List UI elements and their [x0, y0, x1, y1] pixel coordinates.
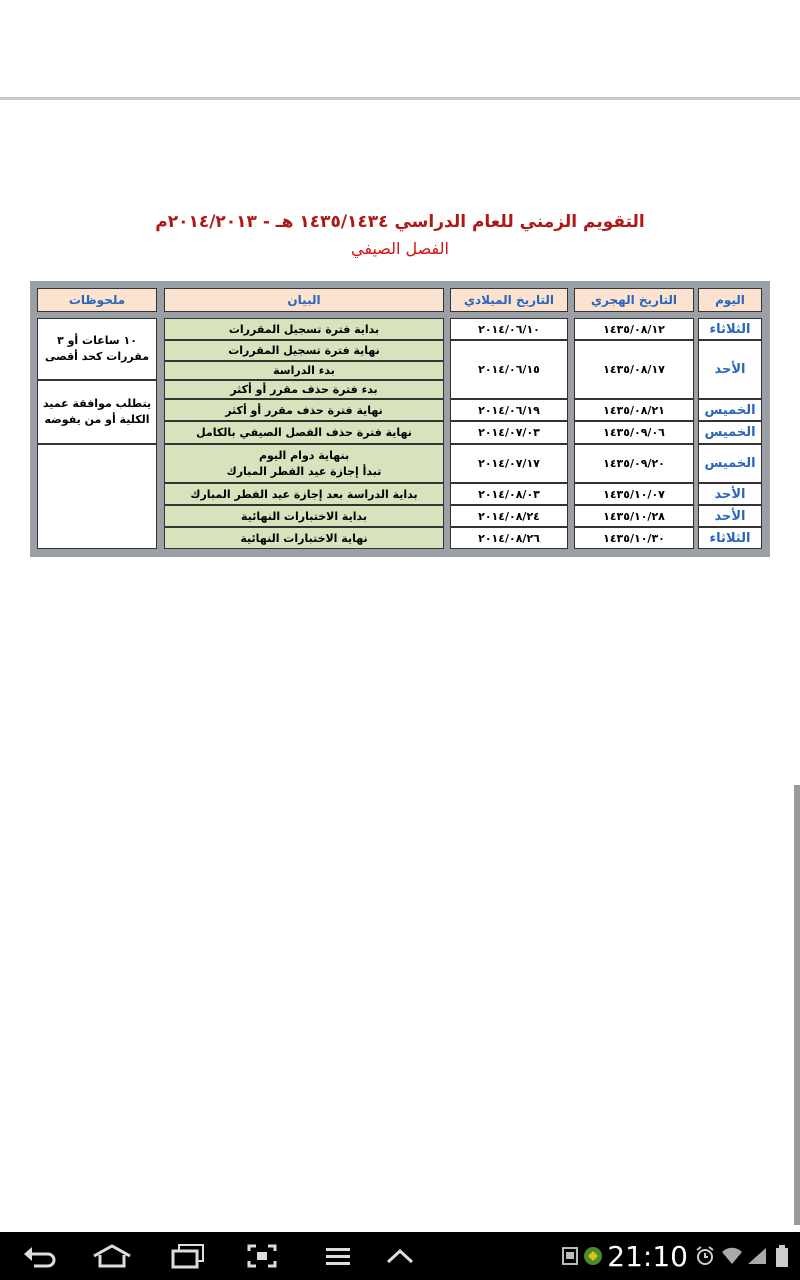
note-1-line-1: ١٠ ساعات أو ٣ — [57, 334, 137, 347]
row-5-statement-line-1: بنهاية دوام اليوم — [258, 448, 350, 462]
row-1-statement: بداية فترة تسجيل المقررات — [164, 318, 444, 340]
vertical-scrollbar[interactable] — [794, 785, 800, 1225]
status-time: 21:10 — [607, 1240, 688, 1273]
screenshot-icon[interactable] — [242, 1232, 282, 1280]
row-6-statement: بداية الدراسة بعد إجازة عيد الفطر المبارك — [164, 483, 444, 505]
row-7-statement: بداية الاختبارات النهائية — [164, 505, 444, 527]
row-7-gregorian: ٢٠١٤/٠٨/٢٤ — [450, 505, 568, 527]
home-icon[interactable] — [88, 1232, 136, 1280]
note-2-line-2: الكلية أو من يفوضه — [44, 413, 150, 426]
row-8-statement: نهاية الاختبارات النهائية — [164, 527, 444, 549]
header-hijri: التاريخ الهجري — [574, 288, 694, 312]
alarm-icon — [694, 1232, 716, 1280]
row-6-day: الأحد — [698, 483, 762, 505]
row-4-gregorian: ٢٠١٤/٠٧/٠٣ — [450, 421, 568, 444]
row-2-gregorian: ٢٠١٤/٠٦/١٥ — [450, 340, 568, 399]
row-2-statement-line-2: بدء الدراسة — [164, 361, 444, 380]
note-1 — [37, 318, 157, 380]
row-8-day: الثلاثاء — [698, 527, 762, 549]
row-5-gregorian: ٢٠١٤/٠٧/١٧ — [450, 444, 568, 483]
row-1-hijri: ١٤٣٥/٠٨/١٢ — [574, 318, 694, 340]
row-3-hijri: ١٤٣٥/٠٨/٢١ — [574, 399, 694, 421]
row-5-day: الخميس — [698, 444, 762, 483]
recent-apps-icon[interactable] — [166, 1232, 210, 1280]
row-2-day: الأحد — [698, 340, 762, 399]
menu-icon[interactable] — [320, 1232, 356, 1280]
row-6-gregorian: ٢٠١٤/٠٨/٠٣ — [450, 483, 568, 505]
signal-icon — [746, 1232, 768, 1280]
row-4-statement: نهاية فترة حذف الفصل الصيفي بالكامل — [164, 421, 444, 444]
row-8-hijri: ١٤٣٥/١٠/٣٠ — [574, 527, 694, 549]
page-title: التقويم الزمني للعام الدراسي ١٤٣٥/١٤٣٤ هـ - ٢٠١٤/٢٠١٣م — [155, 212, 645, 232]
row-5-statement-line-2: تبدأ إجازة عيد الفطر المبارك — [226, 464, 382, 478]
row-7-day: الأحد — [698, 505, 762, 527]
app-icon — [582, 1232, 604, 1280]
note-2 — [37, 380, 157, 444]
row-3-day: الخميس — [698, 399, 762, 421]
row-3-statement: نهاية فترة حذف مقرر أو أكثر — [164, 399, 444, 421]
row-1-gregorian: ٢٠١٤/٠٦/١٠ — [450, 318, 568, 340]
header-gregorian: التاريخ الميلادي — [450, 288, 568, 312]
row-6-hijri: ١٤٣٥/١٠/٠٧ — [574, 483, 694, 505]
note-1-line-2: مقررات كحد أقصى — [45, 350, 150, 363]
header-day: اليوم — [698, 288, 762, 312]
row-7-hijri: ١٤٣٥/١٠/٢٨ — [574, 505, 694, 527]
row-2-statement-line-1: نهاية فترة تسجيل المقررات — [164, 340, 444, 361]
row-3-gregorian: ٢٠١٤/٠٦/١٩ — [450, 399, 568, 421]
row-2-statement-line-3: بدء فترة حذف مقرر أو أكثر — [164, 380, 444, 399]
row-2-hijri: ١٤٣٥/٠٨/١٧ — [574, 340, 694, 399]
back-icon[interactable] — [18, 1232, 62, 1280]
row-4-day: الخميس — [698, 421, 762, 444]
row-4-hijri: ١٤٣٥/٠٩/٠٦ — [574, 421, 694, 444]
battery-icon — [772, 1232, 792, 1280]
row-5-statement — [164, 444, 444, 483]
row-1-day: الثلاثاء — [698, 318, 762, 340]
wifi-icon — [720, 1232, 744, 1280]
row-5-hijri: ١٤٣٥/٠٩/٢٠ — [574, 444, 694, 483]
note-2-line-1: يتطلب موافقة عميد — [42, 397, 152, 410]
note-empty — [37, 444, 157, 549]
up-icon[interactable] — [382, 1232, 418, 1280]
row-8-gregorian: ٢٠١٤/٠٨/٢٦ — [450, 527, 568, 549]
header-statement: البيان — [164, 288, 444, 312]
top-divider — [0, 97, 800, 100]
header-notes: ملحوظات — [37, 288, 157, 312]
page-subtitle: الفصل الصيفي — [351, 239, 449, 258]
system-bar — [0, 1232, 800, 1280]
calendar-table — [30, 281, 770, 557]
gallery-icon — [560, 1232, 580, 1280]
